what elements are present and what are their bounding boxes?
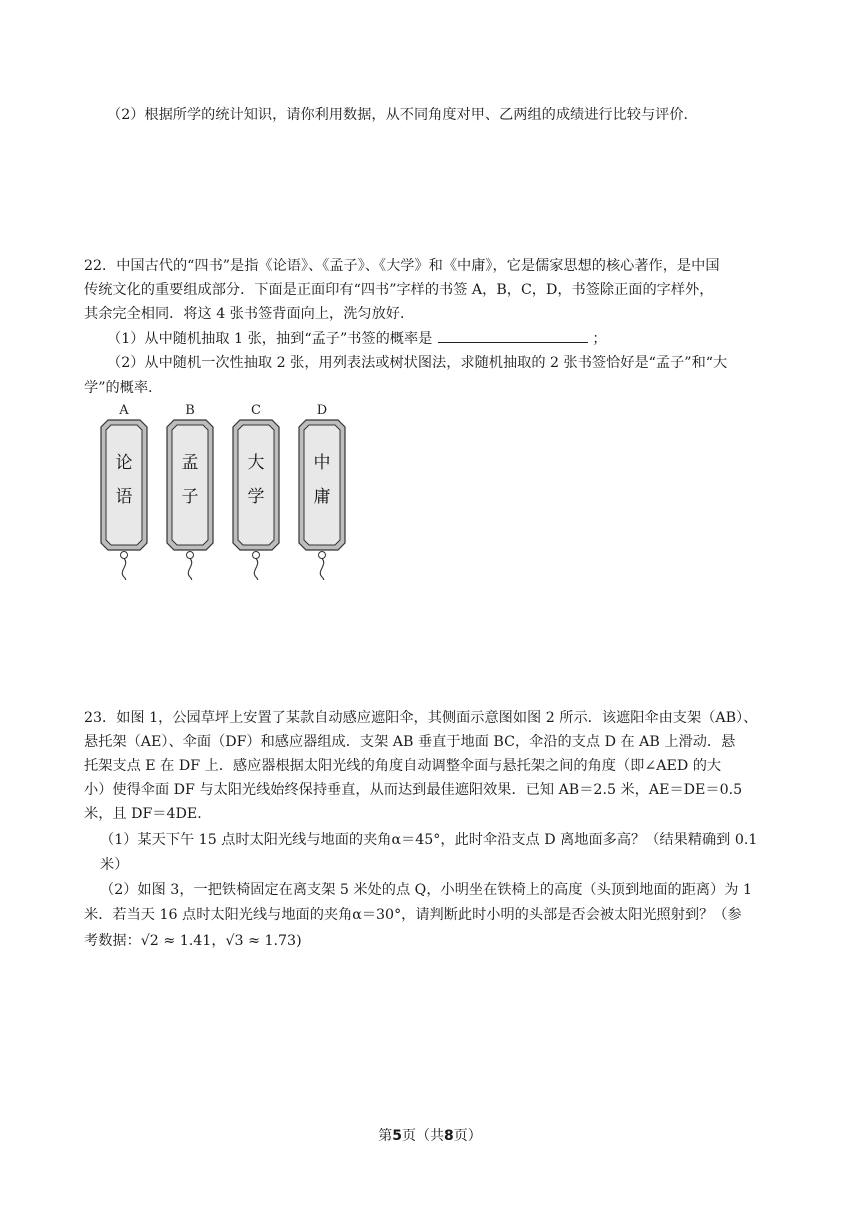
card-char-bottom: 学: [247, 487, 265, 507]
card-letter-label: D: [316, 403, 328, 418]
footer-middle: 页（共: [402, 1128, 444, 1144]
card-char-bottom: 语: [115, 487, 133, 507]
q22-part1-prefix: （1）从中随机抽取 1 张，抽到“孟子”书签的概率是: [107, 331, 433, 347]
tassel-ring: [253, 552, 260, 559]
card-letter-label: A: [119, 403, 129, 418]
page-footer: [0, 1125, 860, 1145]
card-inner-panel: [106, 425, 142, 545]
card-char-bottom: 子: [181, 487, 199, 507]
card-inner-panel: [304, 425, 340, 545]
q22-stem-line2: 传统文化的重要组成部分．下面是正面印有“四书”字样的书签 A，B，C，D，书签除正面的字样外，: [84, 282, 714, 298]
card-letter-label: B: [185, 403, 195, 418]
bookmark-cards-figure: [95, 400, 355, 580]
tassel-ring: [319, 552, 326, 559]
card-char-bottom: 庸: [313, 487, 331, 507]
q23-stem-line2: 悬托架（AE）、伞面（DF）和感应器组成．支架 AB 垂直于地面 BC，伞沿的支点 D 在 AB 上滑动．悬: [84, 734, 736, 750]
q23-part1-line1: （1）某天下午 15 点时太阳光线与地面的夹角α＝45°，此时伞沿支点 D 离地面多高？（结果精确到 0.1: [100, 832, 758, 848]
tassel-ring: [187, 552, 194, 559]
bookmark-card-d: [299, 403, 345, 580]
bookmark-card-b: [167, 403, 213, 580]
q23-stem-line5: 米，且 DF＝4DE．: [84, 806, 212, 822]
q22-part2-line2: 学”的概率.: [84, 380, 153, 396]
card-char-top: 论: [115, 453, 133, 473]
q23-stem-line1: 23．如图 1，公园草坪上安置了某款自动感应遮阳伞，其侧面示意图如图 2 所示．该遮阳伞由支架（AB）、: [84, 710, 758, 726]
q23-stem-line3: 托架支点 E 在 DF 上．感应器根据太阳光线的角度自动调整伞面与悬托架之间的角度（即∠AED 的大: [84, 758, 722, 774]
card-letter-label: C: [251, 403, 261, 418]
q21-part2-text: （2）根据所学的统计知识，请你利用数据，从不同角度对甲、乙两组的成绩进行比较与评价.: [107, 107, 689, 123]
q22-part1-suffix: ；: [592, 331, 607, 347]
q22-part1: [107, 328, 607, 349]
tassel-ring: [121, 552, 128, 559]
footer-total-pages: 8: [444, 1128, 454, 1144]
q22-part2-line1: （2）从中随机一次性抽取 2 张，用列表法或树状图法，求随机抽取的 2 张书签恰好是“孟子”和“大: [107, 355, 728, 371]
footer-prefix: 第: [378, 1128, 393, 1144]
footer-suffix: 页）: [453, 1128, 482, 1144]
q23-part2-line1: （2）如图 3，一把铁椅固定在离支架 5 米处的点 Q，小明坐在铁椅上的高度（头顶到地面的距离）为 1: [100, 882, 752, 898]
q23-part2-line3: 考数据：√2 ≈ 1.41，√3 ≈ 1.73): [84, 933, 302, 949]
bookmark-card-c: [233, 403, 279, 580]
card-char-top: 大: [247, 453, 265, 473]
card-inner-panel: [172, 425, 208, 545]
bookmark-card-a: [101, 403, 147, 580]
q23-part2-line2: 米．若当天 16 点时太阳光线与地面的夹角α＝30°，请判断此时小明的头部是否会被太阳光照射到？（参: [84, 907, 742, 923]
q22-stem-line1: 22．中国古代的“四书”是指《论语》、《孟子》、《大学》和《中庸》，它是儒家思想的核心著作，是中国: [84, 258, 720, 274]
tassel-string: [187, 559, 192, 581]
footer-page-number: 5: [392, 1128, 402, 1144]
tassel-string: [253, 559, 258, 581]
tassel-string: [121, 559, 126, 581]
card-char-top: 孟: [181, 453, 199, 473]
tassel-string: [319, 559, 324, 581]
q23-stem-line4: 小）使得伞面 DF 与太阳光线始终保持垂直，从而达到最佳遮阳效果．已知 AB＝2.5 米，AE＝DE＝0.5: [84, 782, 743, 798]
q22-stem-line3: 其余完全相同．将这 4 张书签背面向上，洗匀放好．: [84, 306, 415, 322]
card-inner-panel: [238, 425, 274, 545]
answer-blank[interactable]: [438, 328, 588, 343]
card-char-top: 中: [313, 453, 331, 473]
q23-part1-line2: 米）: [100, 857, 129, 873]
